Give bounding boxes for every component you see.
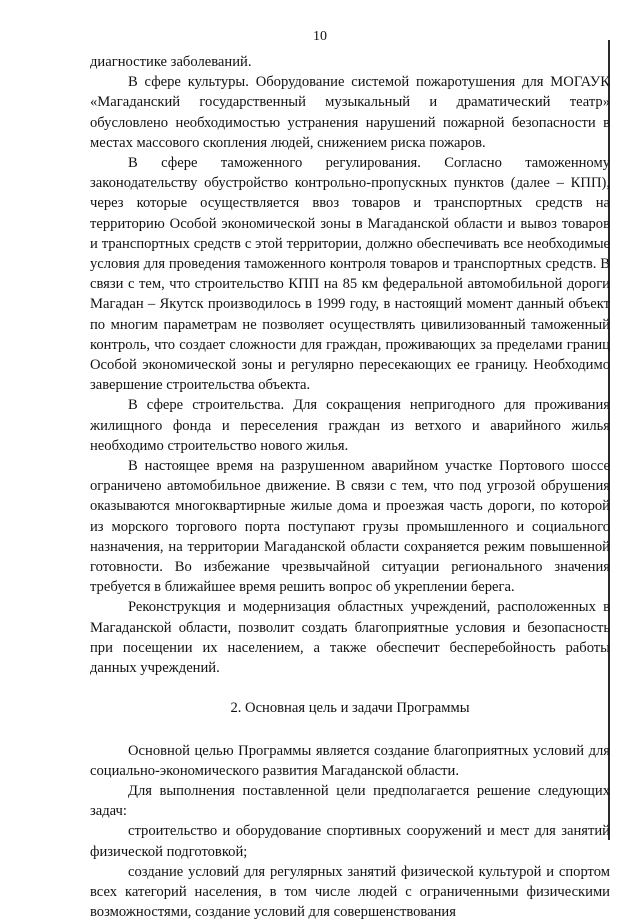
paragraph: В сфере таможенного регулирования. Согласно таможенному законодательству обустройство контрольно-пропускных пунктов (далее – КПП), через которые осуществляется ввоз товаров и транспортных средств на территорию Особой экономической зоны в Магаданской области и вывоз товаров и транспортных средств с этой территории, должно обеспечивать все необходимые условия для проведения таможенного контроля товаров и транспортных средств. В связи с тем, что строительство КПП на 85 км федеральной автомобильной дороги Магадан – Якутск производилось в 1999 году, в настоящий момент данный объект по многим параметрам не позволяет осуществлять цивилизованный таможенный контроль, что создает сложности для граждан, проживающих за пределами границ Особой экономической зоны и регулярно пересекающих ее границу. Необходимо завершение строительства объекта. (90, 155, 610, 394)
list-item: создание условий для регулярных занятий физической культурой и спортом всех категорий населения, в том числе людей с ограниченными физическими возможностями, создание условий для совершенствования (90, 863, 610, 921)
paragraph: диагностике заболеваний. (90, 54, 252, 70)
document-body (90, 52, 610, 922)
paragraph: В сфере строительства. Для сокращения непригодного для проживания жилищного фонда и переселения граждан из ветхого и аварийного жилья необходимо строительство нового жилья. (90, 397, 610, 454)
page-number: 10 (313, 29, 327, 44)
paragraph: В настоящее время на разрушенном аварийном участке Портового шоссе ограничено автомобильное движение. В связи с тем, что под угрозой обрушения оказываются многоквартирные жилые дома и проезжая часть дороги, по которой из морского торгового порта поступают грузы промышленного и социального назначения, на территории Магаданской области сохраняется режим повышенной готовности. Во избежание чрезвычайной ситуации регионального значения требуется в ближайшее время решить вопрос об укреплении берега. (90, 458, 610, 596)
section-heading: 2. Основная цель и задачи Программы (230, 700, 470, 717)
list-item: строительство и оборудование спортивных сооружений и мест для занятий физической подготовкой; (90, 823, 610, 860)
paragraph: В сфере культуры. Оборудование системой пожаротушения для МОГАУК «Магаданский государственный музыкальный и драматический театр» обусловлено необходимостью устранения нарушений пожарной безопасности в местах массового скопления людей, снижением риска пожаров. (90, 74, 610, 151)
paragraph: Реконструкция и модернизация областных учреждений, расположенных в Магаданской области, позволит создать благоприятные условия и безопасность при посещении их населением, а также обеспечит бесперебойность работы данных учреждений. (90, 599, 610, 677)
paragraph: Для выполнения поставленной цели предполагается решение следующих задач: (90, 782, 610, 820)
paragraph: Основной целью Программы является создание благоприятных условий для социально-экономического развития Магаданской области. (90, 742, 610, 779)
